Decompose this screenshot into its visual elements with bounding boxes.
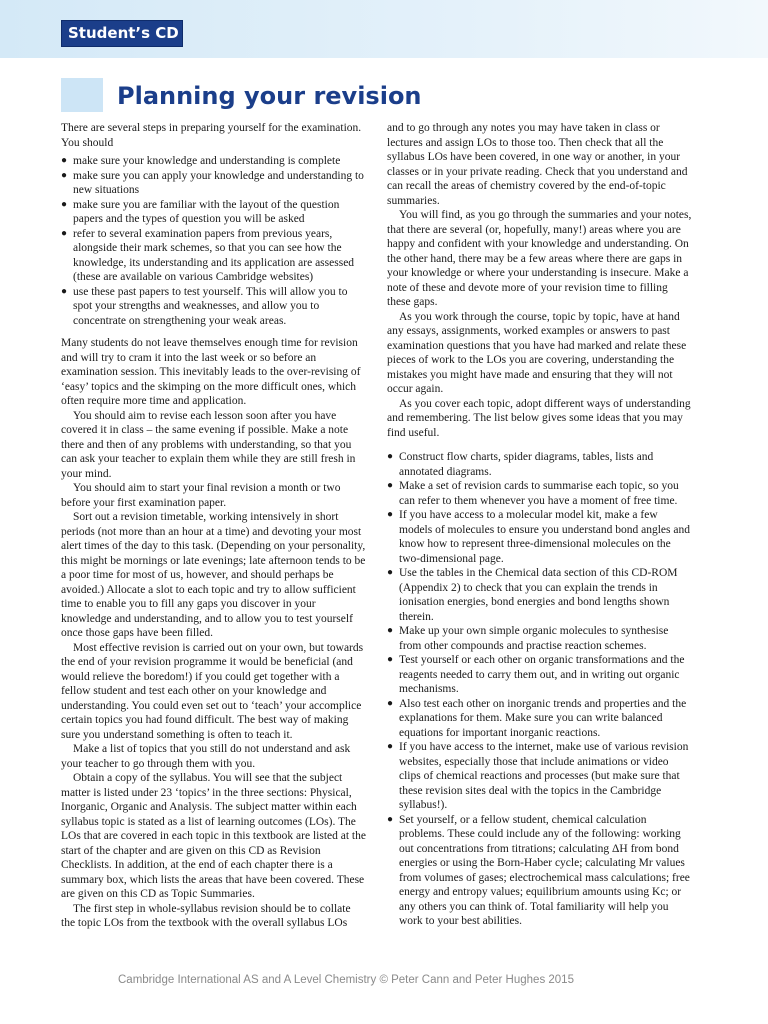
list-item bbox=[387, 566, 693, 624]
body-paragraph: and to go through any notes you may have taken in class or lectures and assign LOs to those too. Then check that all the syllabus LOs have been covered, in one way or another, in your classes or in your private reading. Check that you understand and can recall the areas of chemistry covered by the end-of-topic summaries. bbox=[387, 122, 688, 207]
list-item-text: make sure you can apply your knowledge and understanding to new situations bbox=[73, 169, 364, 196]
bullet-icon: ● bbox=[61, 155, 68, 166]
body-paragraph: You should aim to revise each lesson soon after you have covered it in class – the same evening if possible. Make a note there and then of any problems with understanding, so that you can ask your teacher to explain them while they are still fresh in your mind. bbox=[61, 409, 356, 480]
bullet-icon: ● bbox=[387, 509, 394, 520]
page-title: Planning your revision bbox=[117, 82, 422, 110]
body-paragraph: You will find, as you go through the summaries and your notes, that there are several (or, hopefully, many!) areas where you are happy and confident with your knowledge and understanding. On the other hand, there may be a few areas where there are gaps in your knowledge or where your understanding is insecure. Make a note of these and devote more of your revision time to filling these gaps. bbox=[387, 209, 692, 308]
list-item-text: Use the tables in the Chemical data section of this CD-ROM (Appendix 2) to check that you can explain the trends in ionisation energies, bond energies and bond lengths shown therein. bbox=[399, 567, 678, 623]
steps-list bbox=[61, 154, 367, 328]
list-item bbox=[387, 479, 693, 508]
left-column bbox=[61, 121, 367, 931]
intro-paragraph: There are several steps in preparing yourself for the examination. You should bbox=[61, 122, 362, 149]
bullet-icon: ● bbox=[387, 813, 394, 825]
list-item bbox=[387, 624, 693, 653]
body-paragraph: As you cover each topic, adopt different ways of understanding and remembering. The list below gives some ideas that you may find useful. bbox=[387, 397, 691, 439]
bullet-icon: ● bbox=[387, 654, 394, 665]
list-item bbox=[61, 227, 367, 285]
list-item-text: Construct flow charts, spider diagrams, tables, lists and annotated diagrams. bbox=[399, 451, 654, 478]
section-badge: Student’s CD bbox=[61, 20, 183, 47]
list-item bbox=[61, 198, 367, 227]
title-accent-box bbox=[61, 78, 103, 112]
list-item bbox=[61, 154, 367, 169]
list-item bbox=[61, 169, 367, 198]
list-item-text: If you have access to a molecular model kit, make a few models of molecules to ensure you understand bond angles and know how to represent three-dimensional molecules on the two-dimensional page. bbox=[399, 509, 690, 565]
list-item bbox=[387, 813, 693, 929]
list-item bbox=[387, 653, 693, 697]
body-paragraph: Sort out a revision timetable, working intensively in short periods (not more than an hour at a time) and devoting your most alert times of the day to this task. (Depending on your personality, this might be mornings or late evenings; late afternoon tends to be a poor time for most of us, however, and should perhaps be avoided.) Allocate a slot to each topic and try to allow sufficient time to enable you to fill any gaps you discover in your knowledge and understanding, and to allow you to test yourself once those gaps have been filled. bbox=[61, 511, 366, 639]
list-item-text: Also test each other on inorganic trends and properties and the explanations for them. Make sure you can write balanced equations for important inorganic reactions. bbox=[399, 697, 687, 739]
list-item-text: Make up your own simple organic molecules to synthesise from other compounds and practise reaction schemes. bbox=[399, 625, 669, 652]
body-paragraph: Make a list of topics that you still do not understand and ask your teacher to go through them with you. bbox=[61, 743, 351, 770]
body-paragraph: Obtain a copy of the syllabus. You will see that the subject matter is listed under 23 ‘topics’ in the three sections: Physical, Inorganic, Organic and Analysis. The subject matter within each syllabus topic is stated as a list of learning outcomes (LOs). The LOs that are covered in each topic in this textbook are listed at the start of the chapter and are given on this CD as Revision Checklists. In addition, at the end of each chapter there is a summary box, which lists the areas that have been covered. These are given on this CD as Topic Summaries. bbox=[61, 772, 366, 900]
list-item bbox=[387, 450, 693, 479]
list-item-text: make sure your knowledge and understanding is complete bbox=[73, 155, 341, 167]
list-item-text: Set yourself, or a fellow student, chemical calculation problems. These could include any of the following: working out concentrations from titrations; calculating ΔH from bond energies or using the Born-Haber cycle; calculating Mr values from volumes of gases; electrochemical mass calculations; free energy and entropy values; equilibrium amounts using Kc; or any others you can think of. Total familiarity will help you work to your best abilities. bbox=[399, 813, 690, 927]
list-item bbox=[387, 508, 693, 566]
ideas-list bbox=[387, 450, 693, 929]
body-paragraph: Many students do not leave themselves enough time for revision and will try to cram it into the last week or so before an examination session. This inevitably leads to the over-revising of ‘easy’ topics and the skimping on the more difficult ones, which often require more time and application. bbox=[61, 337, 361, 407]
body-paragraph: The first step in whole-syllabus revision should be to collate the topic LOs from the textbook with the overall syllabus LOs bbox=[61, 902, 351, 929]
page-footer: Cambridge International AS and A Level Chemistry © Peter Cann and Peter Hughes 2015 bbox=[118, 974, 574, 986]
bullet-icon: ● bbox=[61, 198, 68, 210]
bullet-icon: ● bbox=[387, 625, 394, 636]
bullet-icon: ● bbox=[61, 169, 68, 181]
right-column bbox=[387, 121, 693, 937]
list-item bbox=[387, 697, 693, 741]
list-item bbox=[387, 740, 693, 813]
list-item-text: If you have access to the internet, make use of various revision websites, especially those that include animations or video clips of chemical reactions and processes (but make sure that these revision sites deal with the topics in the Cambridge syllabus!). bbox=[399, 741, 689, 811]
bullet-icon: ● bbox=[387, 451, 394, 462]
list-item-text: Test yourself or each other on organic transformations and the reagents needed to carry them out, and in writing out organic mechanisms. bbox=[399, 654, 685, 695]
bullet-icon: ● bbox=[61, 285, 68, 297]
list-item-text: make sure you are familiar with the layout of the question papers and the types of question you will be asked bbox=[73, 198, 340, 225]
list-item-text: Make a set of revision cards to summarise each topic, so you can refer to them whenever you have a moment of free time. bbox=[399, 480, 679, 507]
bullet-icon: ● bbox=[387, 567, 394, 578]
list-item bbox=[61, 285, 367, 329]
bullet-icon: ● bbox=[387, 697, 394, 709]
bullet-icon: ● bbox=[61, 227, 68, 239]
body-paragraph: As you work through the course, topic by topic, have at hand any essays, assignments, worked examples or answers to past examination questions that you have had marked and relate these pieces of work to the LOs you are covering, understanding the mistakes you might have made and ensuring that they will not occur again. bbox=[387, 310, 687, 395]
bullet-icon: ● bbox=[387, 480, 394, 491]
body-paragraph: Most effective revision is carried out on your own, but towards the end of your revision programme it would be beneficial (and would relieve the boredom!) if you could get together with a fellow student and test each other on your knowledge and understanding. You could even set out to ‘teach’ your accomplice certain topics you had found difficult. The best way of making sure you understand something is often to teach it. bbox=[61, 641, 364, 741]
bullet-icon: ● bbox=[387, 741, 394, 752]
list-item-text: use these past papers to test yourself. This will allow you to spot your strengths and weaknesses, and allow you to concentrate on strengthening your weak areas. bbox=[73, 285, 348, 327]
list-item-text: refer to several examination papers from previous years, alongside their mark schemes, so that you can see how the knowledge, its understanding and its application are assessed (these are available on various Cambridge websites) bbox=[73, 227, 355, 283]
body-paragraph: You should aim to start your final revision a month or two before your first examination paper. bbox=[61, 482, 341, 509]
